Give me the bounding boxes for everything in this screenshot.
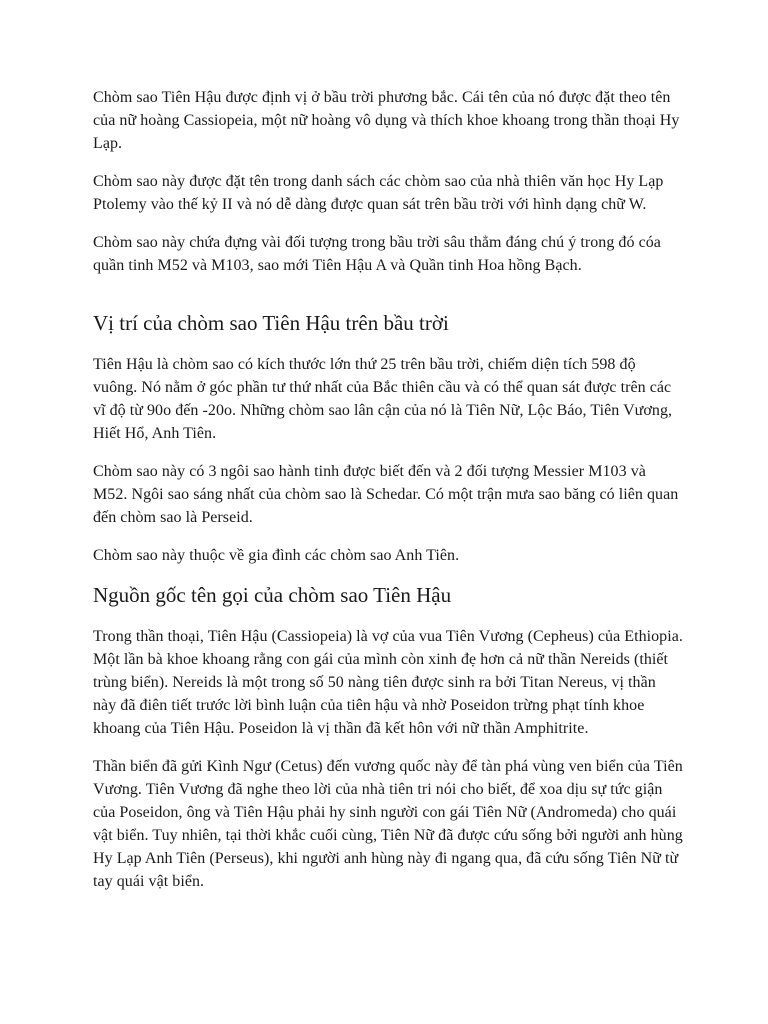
section-heading-origin: Nguồn gốc tên gọi của chòm sao Tiên Hậu: [93, 583, 452, 607]
position-paragraph-3: Chòm sao này thuộc về gia đình các chòm sao Anh Tiên.: [93, 547, 460, 564]
document-body: [93, 86, 683, 908]
origin-paragraph-1: Trong thần thoại, Tiên Hậu (Cassiopeia) là vợ của vua Tiên Vương (Cepheus) của Ethiopia. Một lần bà khoe khoang rằng con gái của mình còn xinh đẹ hơn cả nữ thần Nereids (thiết trùng biển). Nereids là một trong số 50 nàng tiên được sinh ra bởi Titan Nereus, vị thần này đã điên tiết trước lời bình luận của tiên hậu và nhờ Poseidon trừng phạt tính khoe khoang của Tiên Hậu. Poseidon là vị thần đã kết hôn với nữ thần Amphitrite.: [93, 628, 683, 737]
section-heading-position: Vị trí của chòm sao Tiên Hậu trên bầu trời: [93, 311, 449, 335]
intro-paragraph-1: Chòm sao Tiên Hậu được định vị ở bầu trời phương bắc. Cái tên của nó được đặt theo tên của nữ hoàng Cassiopeia, một nữ hoàng vô dụng và thích khoe khoang trong thần thoại Hy Lạp.: [93, 89, 680, 152]
origin-paragraph-2: Thần biển đã gửi Kình Ngư (Cetus) đến vương quốc này để tàn phá vùng ven biển của Tiên Vương. Tiên Vương đã nghe theo lời của nhà tiên tri nói cho biết, để xoa dịu sự tức giận của Poseidon, ông và Tiên Hậu phải hy sinh người con gái Tiên Nữ (Andromeda) cho quái vật biển. Tuy nhiên, tại thời khắc cuối cùng, Tiên Nữ đã được cứu sống bởi người anh hùng Hy Lạp Anh Tiên (Perseus), khi người anh hùng này đi ngang qua, đã cứu sống Tiên Nữ từ tay quái vật biển.: [93, 758, 683, 890]
position-paragraph-1: Tiên Hậu là chòm sao có kích thước lớn thứ 25 trên bầu trời, chiếm diện tích 598 độ vuông. Nó nằm ở góc phần tư thứ nhất của Bắc thiên cầu và có thể quan sát được trên các vĩ độ từ 90o đến -20o. Những chòm sao lân cận của nó là Tiên Nữ, Lộc Báo, Tiên Vương, Hiết Hổ, Anh Tiên.: [93, 356, 673, 442]
intro-paragraph-3: Chòm sao này chứa đựng vài đối tượng trong bầu trời sâu thẳm đáng chú ý trong đó cóa quần tinh M52 và M103, sao mới Tiên Hậu A và Quần tinh Hoa hồng Bạch.: [93, 234, 661, 274]
intro-paragraph-2: Chòm sao này được đặt tên trong danh sách các chòm sao của nhà thiên văn học Hy Lạp Ptolemy vào thế kỷ II và nó dễ dàng được quan sát trên bầu trời với hình dạng chữ W.: [93, 173, 664, 213]
position-paragraph-2: Chòm sao này có 3 ngôi sao hành tinh được biết đến và 2 đối tượng Messier M103 và M52. Ngôi sao sáng nhất của chòm sao là Schedar. Có một trận mưa sao băng có liên quan đến chòm sao là Perseid.: [93, 463, 679, 526]
